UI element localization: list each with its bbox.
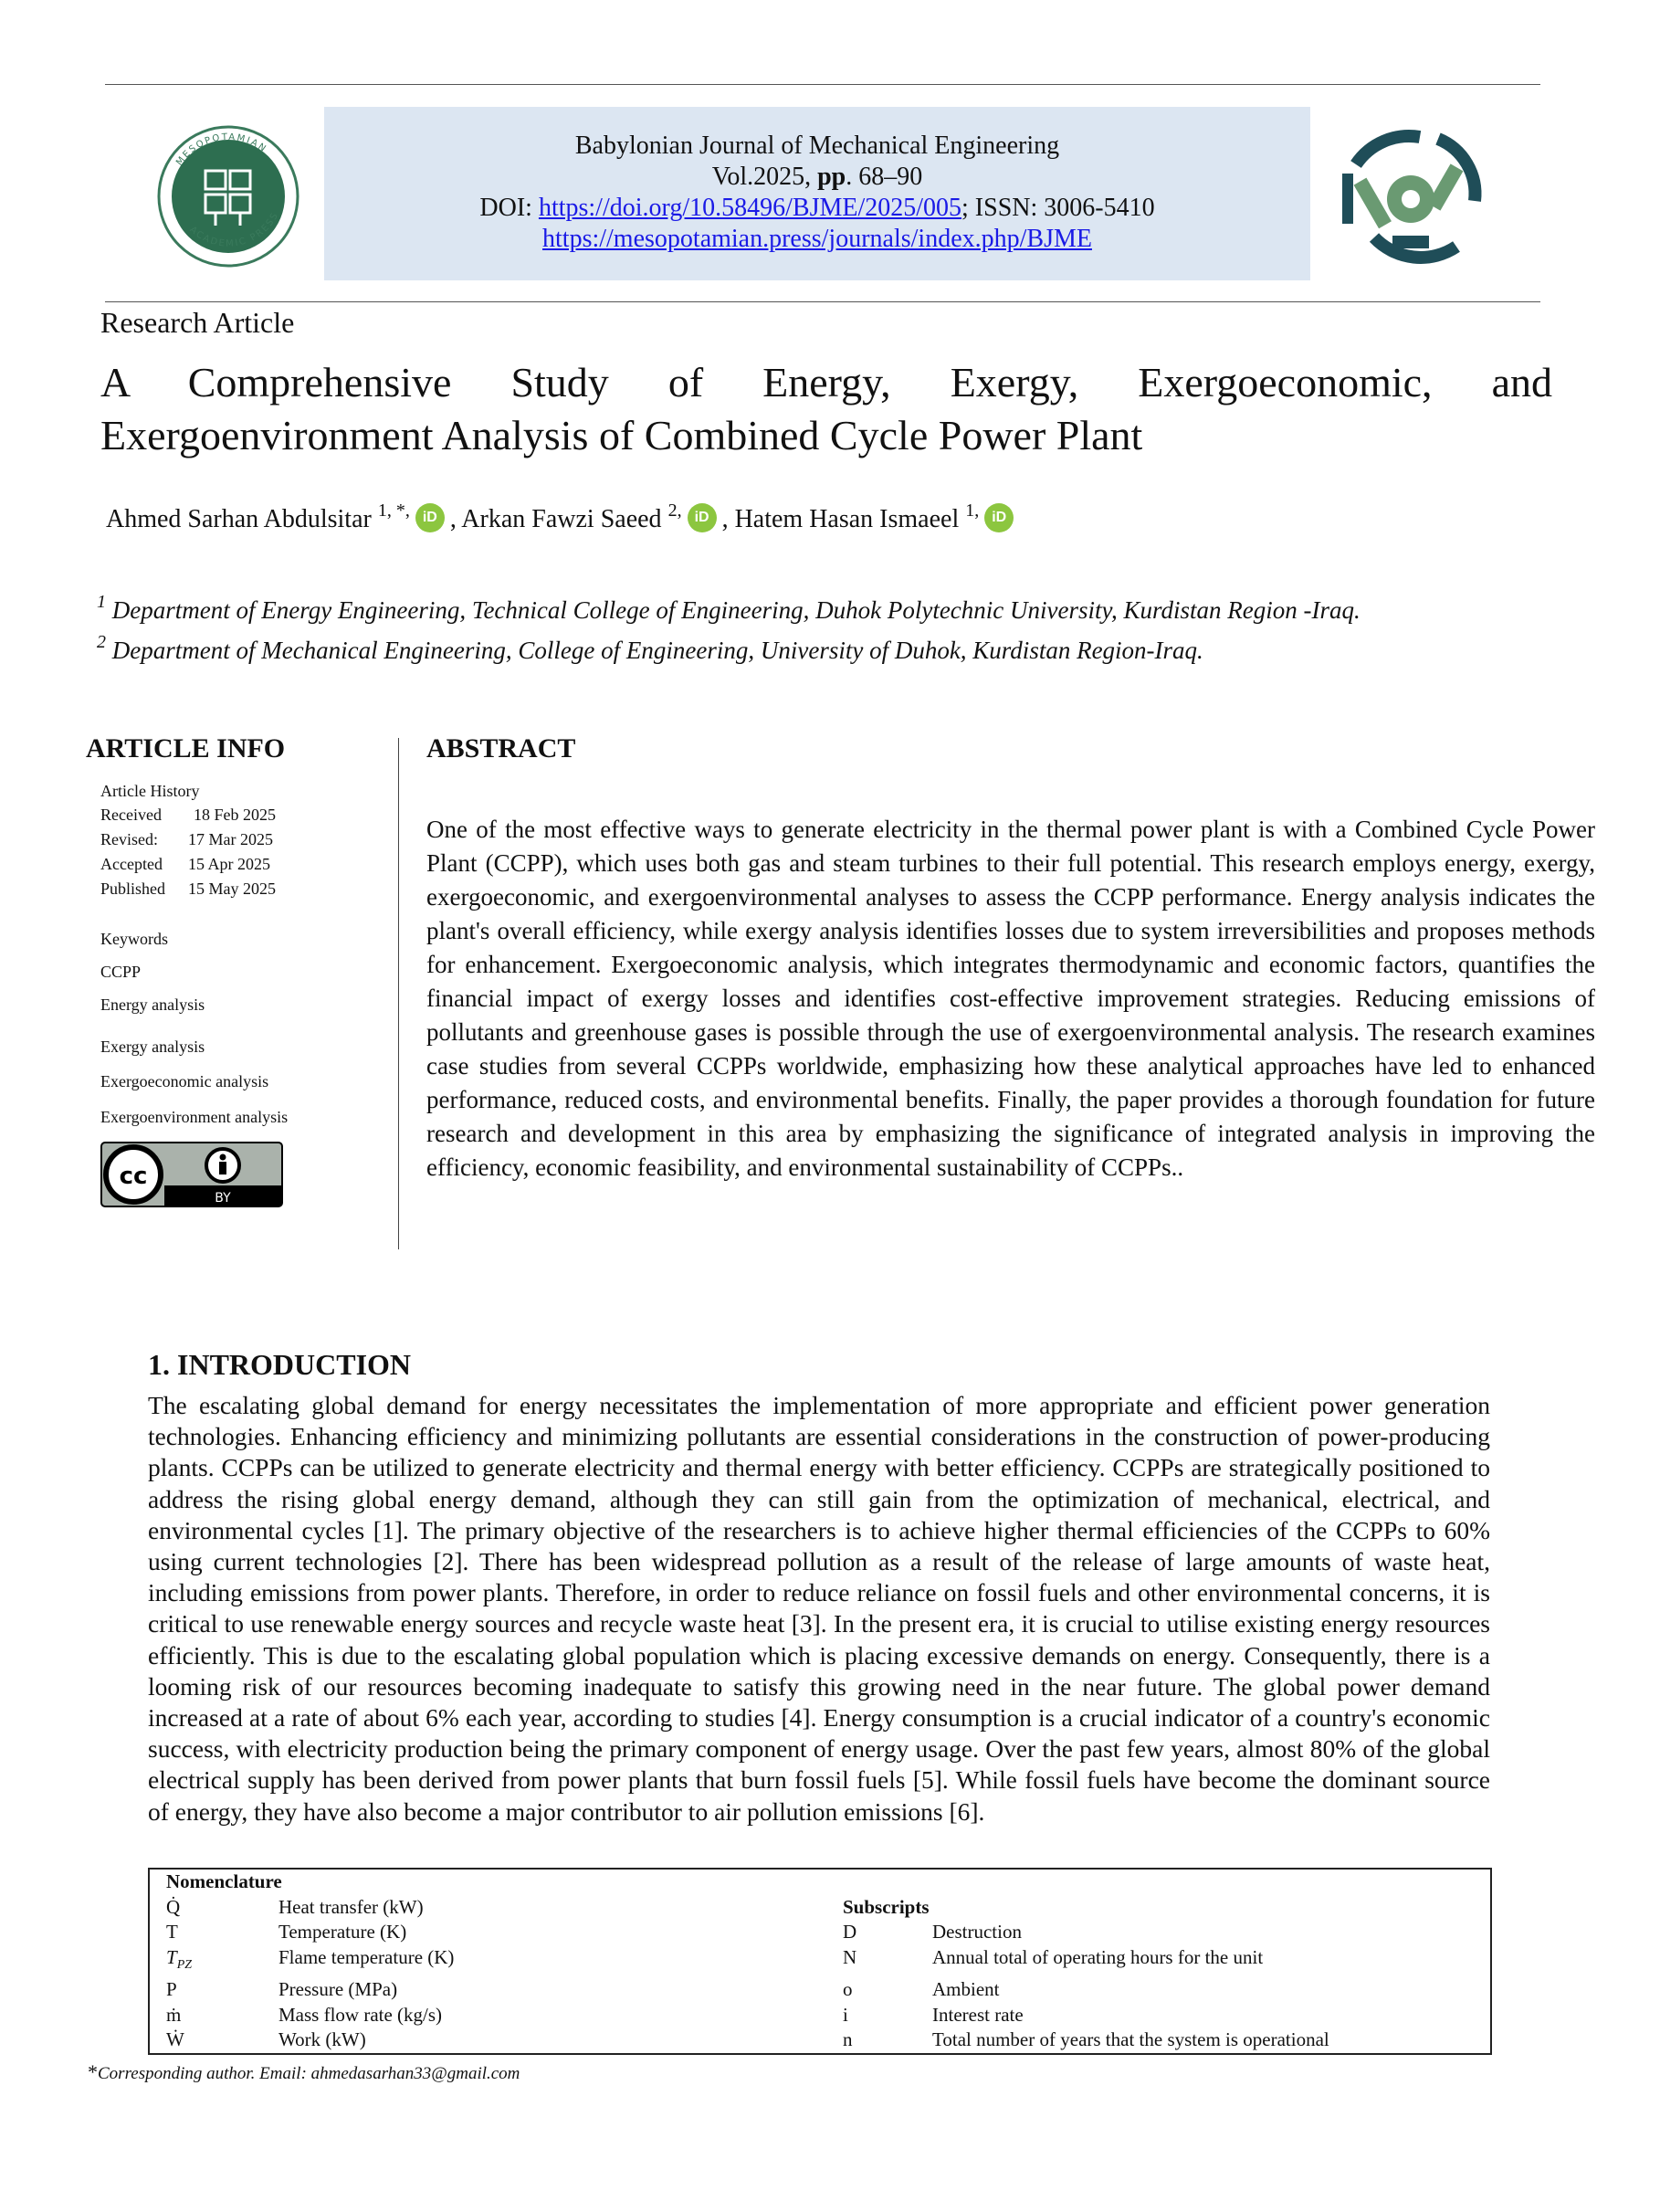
author-list bbox=[106, 500, 1019, 534]
article-info-heading: ARTICLE INFO bbox=[86, 733, 286, 764]
svg-text:ACADEMIC PRESS: ACADEMIC PRESS bbox=[187, 210, 281, 249]
journal-name: Babylonian Journal of Mechanical Engineering bbox=[574, 132, 1060, 160]
history-row: Received 18 Feb 2025 bbox=[100, 806, 276, 824]
journal-url-line bbox=[324, 224, 1310, 255]
introduction-heading: 1. INTRODUCTION bbox=[148, 1348, 412, 1381]
keyword-item: Exergy analysis bbox=[100, 1038, 205, 1056]
table-row: Q̇ Heat transfer (kW) Subscripts bbox=[149, 1895, 1491, 1921]
author-sup: 2, bbox=[667, 500, 682, 521]
table-row: P Pressure (MPa) o Ambient bbox=[166, 1978, 1000, 2001]
author-name: , Hatem Hasan Ismaeel bbox=[721, 505, 960, 533]
table-row: Ẇ Work (kW) n Total number of years that the system is operational bbox=[166, 2028, 1329, 2051]
keyword-item: CCPP bbox=[100, 963, 142, 981]
article-history-label: Article History bbox=[100, 782, 200, 800]
orcid-icon[interactable]: iD bbox=[688, 503, 717, 532]
author-sup: 1, bbox=[965, 500, 980, 521]
table-row: $T_{PZ}$ Flame temperature (K) N Annual total of operating hours for the unit bbox=[149, 1945, 1491, 1978]
mesopotamian-press-logo bbox=[155, 123, 301, 269]
author-name: , Arkan Fawzi Saeed bbox=[449, 505, 662, 533]
top-rule bbox=[105, 84, 1540, 85]
keywords-label: Keywords bbox=[100, 930, 168, 948]
tpz-symbol: $T_{PZ}$ bbox=[166, 1945, 193, 1972]
nomenclature-heading: Nomenclature bbox=[166, 1870, 282, 1892]
author-name: Ahmed Sarhan Abdulsitar bbox=[106, 505, 372, 533]
author-sup: 1, *, bbox=[377, 500, 410, 521]
history-row: Accepted 15 Apr 2025 bbox=[100, 855, 270, 873]
column-divider bbox=[398, 738, 399, 1249]
doi-line: DOI: https://doi.org/10.58496/BJME/2025/005; ISSN: 3006-5410 bbox=[479, 194, 1155, 222]
license-badge-label: BY bbox=[215, 1191, 231, 1206]
table-row: ṁ Mass flow rate (kg/s) i Interest rate bbox=[166, 2003, 1024, 2026]
orcid-icon[interactable]: iD bbox=[415, 503, 445, 532]
corresponding-author-footnote: *Corresponding author. Email: ahmedasarhan33@gmail.com bbox=[88, 2060, 520, 2083]
keyword-item: Exergoeconomic analysis bbox=[100, 1072, 269, 1090]
journal-url-link[interactable]: https://mesopotamian.press/journals/index.php/BJME bbox=[542, 225, 1092, 253]
introduction-text: The escalating global demand for energy necessitates the implementation of more appropriate and efficient power generation technologies. Enhancing efficiency and minimizing pollutants are essential considerations in the construction of power-producing plants. CCPPs can be utilized to generate electricity and thermal energy with better efficiency. CCPPs are strategically positioned to address the rising global energy demand, although they can still gain from the optimization of mechanical, electrical, and environmental cycles [1]. The primary objective of the researchers is to achieve higher thermal efficiencies of the CCPPs to 60% using current technologies [2]. There has been widespread pollution as a result of the release of large amounts of waste heat, including emissions from power plants. Therefore, in order to reduce reliance on fossil fuels and other environmental concerns, it is critical to use renewable energy sources and recycle waste heat [3]. In the present era, it is crucial to utilise existing energy resources efficiently. This is due to the escalating global population which is placing excessive demands on energy. Consequently, there is a looming risk of our resources becoming inadequate to satisfy this growing need in the near future. The global power demand increased at a rate of about 6% each year, according to studies [4]. Energy consumption is a crucial indicator of a country's economic success, with electricity production being the primary component of energy usage. Over the past few years, almost 80% of the global electrical supply has been derived from power plants that burn fossil fuels [5]. While fossil fuels have become the dominant source of energy, they have also become a major contributor to air pollution emissions [6]. bbox=[148, 1391, 1490, 1826]
header-rule bbox=[105, 301, 1540, 302]
affiliation-2: $^2$ Department of Mechanical Engineering, College of Engineering, University of Duhok, Kurdistan Region-Iraq. bbox=[97, 632, 1203, 664]
doi-link[interactable]: https://doi.org/10.58496/BJME/2025/005 bbox=[538, 194, 962, 222]
cc-by-license-badge[interactable] bbox=[100, 1142, 283, 1207]
keyword-item: Exergoenvironment analysis bbox=[100, 1108, 289, 1126]
journal-gear-logo bbox=[1338, 128, 1484, 265]
history-row: Published 15 May 2025 bbox=[100, 880, 276, 898]
subscripts-heading: Subscripts bbox=[843, 1895, 930, 1918]
orcid-icon[interactable]: iD bbox=[984, 503, 1014, 532]
article-type: Research Article bbox=[100, 306, 295, 339]
svg-text:cc: cc bbox=[119, 1163, 148, 1190]
title-line-1: A Comprehensive Study of Energy, Exergy, Exergoeconomic, and bbox=[100, 359, 1552, 406]
abstract-text: One of the most effective ways to generate electricity in the thermal power plant is with a Combined Cycle Power Plant (CCPP), which uses both gas and steam turbines to their full potential. This research employs energy, exergy, exergoeconomic, and exergoenvironmental analyses to assess the CCPP performance. Energy analysis indicates the plant's overall efficiency, while exergy analysis identifies losses due to system irreversibilities and proposes methods for enhancement. Exergoeconomic analysis, which integrates thermodynamic and economic factors, quantifies the financial impact of exergy losses and identifies cost-effective improvement strategies. Reducing emissions of pollutants and greenhouse gases is possible through the use of exergoenvironmental analysis. The research examines case studies from several CCPPs worldwide, emphasizing how these analytical approaches have led to enhanced performance, reduced costs, and environmental benefits. Finally, the paper provides a thorough foundation for future research and development in this area by emphasizing the significance of integrated analysis in improving the efficiency, economic feasibility, and environmental sustainability of CCPPs.. bbox=[426, 816, 1595, 1181]
nomenclature-table bbox=[148, 1868, 1492, 2055]
table-row: T Temperature (K) D Destruction bbox=[166, 1921, 1022, 1943]
title-line-2: Exergoenvironment Analysis of Combined Cycle Power Plant bbox=[100, 412, 1143, 458]
volume-line: Vol.2025, pp. 68–90 bbox=[711, 163, 923, 191]
journal-header-box bbox=[324, 107, 1310, 280]
svg-text:MESOPOTAMIAN: MESOPOTAMIAN bbox=[174, 132, 269, 168]
abstract-heading: ABSTRACT bbox=[426, 733, 576, 764]
paper-title bbox=[100, 356, 1552, 462]
history-row: Revised: 17 Mar 2025 bbox=[100, 830, 273, 848]
affiliation-1: $^1$ Department of Energy Engineering, Technical College of Engineering, Duhok Polytechnic University, Kurdistan Region -Iraq. bbox=[97, 592, 1361, 624]
keyword-item: Energy analysis bbox=[100, 995, 205, 1014]
